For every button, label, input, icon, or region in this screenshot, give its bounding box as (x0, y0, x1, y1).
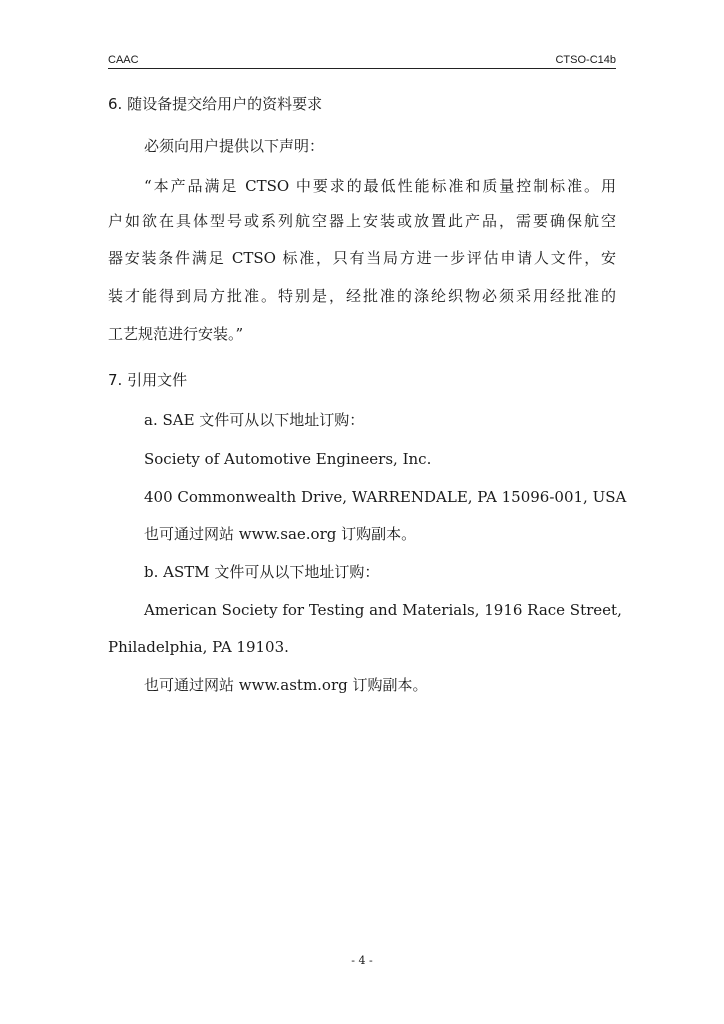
statement-line-5: 工艺规范进行安装。” (108, 325, 244, 343)
astm-address-line-1: American Society for Testing and Materials, 1916 Race Street, (144, 601, 622, 619)
statement-line-1: “本产品满足 CTSO 中要求的最低性能标准和质量控制标准。用 (144, 177, 616, 195)
page-header (108, 54, 616, 69)
page-number: - 4 - (351, 954, 373, 967)
sae-title: a. SAE 文件可从以下地址订购： (144, 411, 365, 429)
section-6-intro: 必须向用户提供以下声明： (144, 137, 325, 155)
section-6-heading: 6. 随设备提交给用户的资料要求 (108, 95, 323, 113)
header-organization: CAAC (108, 54, 139, 66)
statement-line-4: 装才能得到局方批准。特别是，经批准的涤纶织物必须采用经批准的 (108, 287, 616, 305)
statement-line-3: 器安装条件满足 CTSO 标准，只有当局方进一步评估申请人文件，安 (108, 249, 616, 267)
sae-address: 400 Commonwealth Drive, WARRENDALE, PA 15096-001, USA (144, 488, 627, 506)
astm-title: b. ASTM 文件可从以下地址订购： (144, 563, 380, 581)
sae-website-note: 也可通过网站 www.sae.org 订购副本。 (144, 525, 417, 543)
sae-organization: Society of Automotive Engineers, Inc. (144, 450, 432, 468)
astm-website-note: 也可通过网站 www.astm.org 订购副本。 (144, 676, 428, 694)
statement-line-2: 户如欲在具体型号或系列航空器上安装或放置此产品，需要确保航空 (108, 212, 616, 230)
astm-address-line-2: Philadelphia, PA 19103. (108, 638, 289, 656)
header-document-id: CTSO-C14b (555, 54, 616, 66)
section-7-heading: 7. 引用文件 (108, 371, 188, 389)
